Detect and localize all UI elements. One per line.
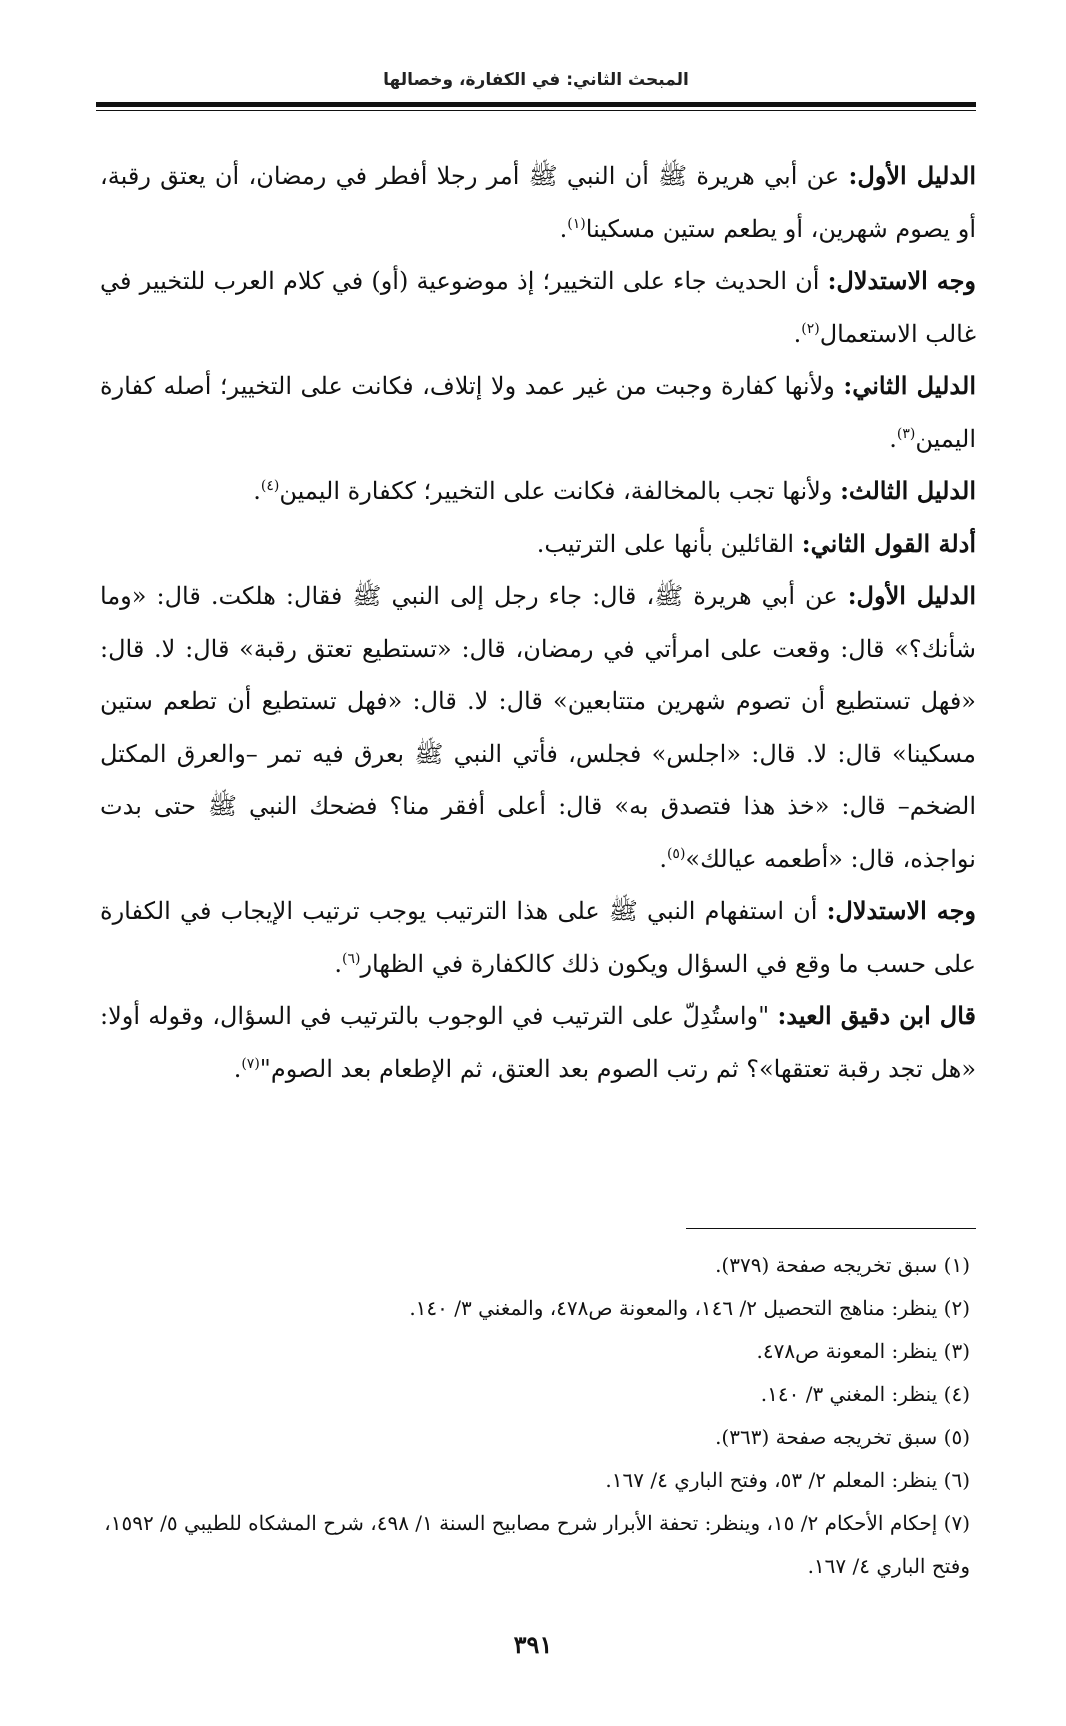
- paragraph-tail: .: [793, 319, 802, 348]
- header-rule-thick: [96, 102, 976, 107]
- paragraph-text: ولأنها تجب بالمخالفة، فكانت على التخيير؛ ككفارة اليمين: [279, 477, 841, 505]
- paragraph-text: أن استفهام النبي ﷺ على هذا الترتيب يوجب ترتيب الإيجاب في الكفارة على حسب ما وقع في السؤال ويكون ذلك كالكفارة في الظهار: [100, 897, 976, 978]
- footnote-ref[interactable]: (٢): [801, 320, 820, 337]
- paragraph-tail: .: [559, 214, 568, 243]
- paragraph-lead: الدليل الأول:: [847, 581, 977, 610]
- paragraph-inference-1: [100, 255, 976, 360]
- footnote-ref[interactable]: (٤): [260, 478, 280, 494]
- footnote-ref[interactable]: (٥): [666, 845, 686, 862]
- paragraph-text: عن أبي هريرة ﷺ أن النبي ﷺ أمر رجلا أفطر في رمضان، أن يعتق رقبة، أو يصوم شهرين، أو يطعم ستين مسكينا: [100, 162, 976, 243]
- paragraph-lead: وجه الاستدلال:: [826, 896, 977, 925]
- footnote-ref[interactable]: (٣): [896, 425, 916, 442]
- paragraph-evidence-1: [100, 150, 976, 255]
- paragraph-lead: الدليل الأول:: [848, 161, 977, 190]
- paragraph-lead: الدليل الثاني:: [843, 371, 976, 400]
- footnote-item: (٧) إحكام الأحكام ٢/ ١٥، وينظر: تحفة الأبرار شرح مصابيح السنة ١/ ٤٩٨، شرح المشكاه للطيبي ٥/ ١٥٩٢، وفتح الباري ٤/ ١٦٧.: [104, 1511, 970, 1578]
- paragraph-lead: قال ابن دقيق العيد:: [777, 1001, 976, 1030]
- paragraph-text: ولأنها كفارة وجبت من غير عمد ولا إتلاف، فكانت على التخيير؛ أصله كفارة اليمين: [100, 372, 976, 453]
- paragraph-text: "واستُدِلّ على الترتيب في الوجوب بالترتيب في السؤال، وقوله أولا: «هل تجد رقبة تعتقها»؟ ثم رتب الصوم بعد العتق، ثم الإطعام بعد الصوم": [100, 1002, 976, 1083]
- footnotes: [100, 1244, 976, 1588]
- paragraph-tail: .: [253, 477, 261, 505]
- paragraph-evidence-3: [100, 465, 976, 518]
- paragraph-tail: .: [889, 424, 897, 453]
- paragraph-lead: أدلة القول الثاني:: [801, 528, 976, 558]
- footnote-item: (٥) سبق تخريجه صفحة (٣٦٣).: [715, 1425, 970, 1449]
- header-rule-thin: [96, 110, 976, 111]
- paragraph-second-opinion: [100, 518, 976, 571]
- paragraph-inference-2: [100, 885, 976, 990]
- footnote-item: (٢) ينظر: مناهج التحصيل ٢/ ١٤٦، والمعونة ص٤٧٨، والمغني ٣/ ١٤٠.: [409, 1296, 970, 1320]
- paragraph-lead: وجه الاستدلال:: [827, 266, 977, 295]
- paragraph-ibn-daqiq: [100, 990, 976, 1095]
- footnote-item: (١) سبق تخريجه صفحة (٣٧٩).: [715, 1253, 970, 1277]
- paragraph-text: عن أبي هريرة ﷺ، قال: جاء رجل إلى النبي ﷺ فقال: هلكت. قال: «وما شأنك؟» قال: وقعت على امرأتي في رمضان، قال: «تستطيع تعتق رقبة» قال: لا. قال: «فهل تستطيع أن تصوم شهرين متتابعين» قال: لا. قال: «فهل تستطيع أن تطعم ستين مسكينا» قال: لا. قال: «اجلس» فجلس، فأتي النبي ﷺ بعرق فيه تمر –والعرق المكتل الضخم– قال: «خذ هذا فتصدق به» قال: أعلى أفقر منا؟ فضحك النبي ﷺ حتى بدت نواجذه، قال: «أطعمه عيالك»: [100, 582, 976, 873]
- page-number: ٣٩١: [513, 1630, 553, 1659]
- paragraph-text: القائلين بأنها على الترتيب.: [536, 529, 802, 558]
- paragraph-tail: .: [233, 1054, 242, 1083]
- footnote-ref[interactable]: (١): [567, 215, 586, 232]
- paragraph-evidence-2: [100, 360, 976, 465]
- footnote-item: (٦) ينظر: المعلم ٢/ ٥٣، وفتح الباري ٤/ ١٦٧.: [605, 1468, 970, 1492]
- footnote-item: (٤) ينظر: المغني ٣/ ١٤٠.: [760, 1382, 970, 1406]
- paragraph-tail: .: [659, 844, 667, 873]
- paragraph-text: أن الحديث جاء على التخيير؛ إذ موضوعية (أو) في كلام العرب للتخيير في غالب الاستعمال: [100, 267, 976, 348]
- footnote-ref[interactable]: (٦): [341, 950, 361, 967]
- footnote-separator: [686, 1228, 976, 1229]
- running-header: المبحث الثاني: في الكفارة، وخصالها: [383, 70, 689, 90]
- footnote-item: (٣) ينظر: المعونة ص٤٧٨.: [756, 1339, 970, 1363]
- footnote-ref[interactable]: (٧): [241, 1055, 260, 1072]
- paragraph-tail: .: [334, 949, 342, 978]
- body-text: [100, 150, 976, 1095]
- paragraph-lead: الدليل الثالث:: [840, 476, 976, 505]
- paragraph-evidence-1b: [100, 570, 976, 885]
